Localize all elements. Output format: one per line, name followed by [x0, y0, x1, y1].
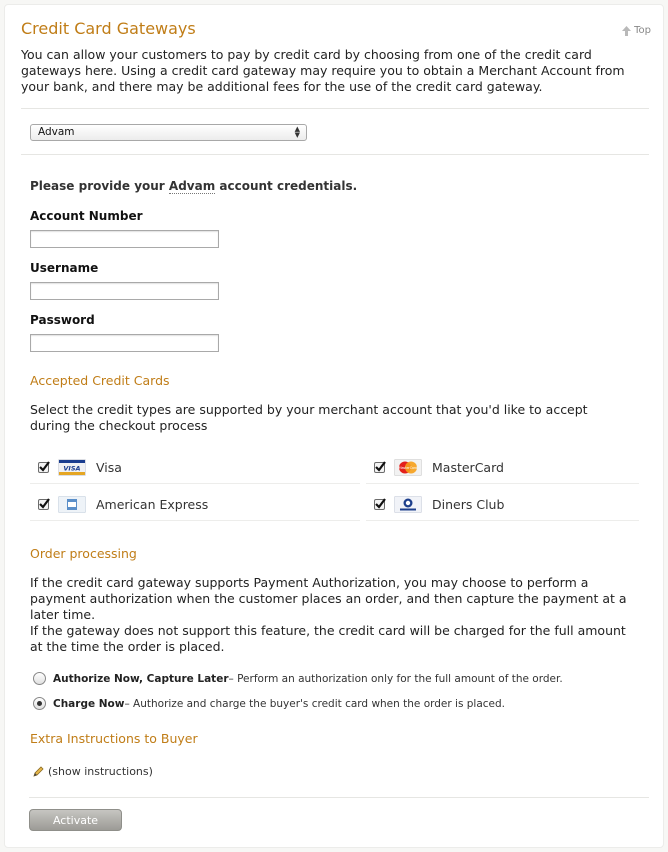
- card-row-visa: [30, 451, 360, 484]
- accepted-cards-title: Accepted Credit Cards: [30, 373, 170, 388]
- credentials-prompt: [30, 179, 357, 193]
- diners-logo-icon: [394, 496, 422, 513]
- top-link[interactable]: [622, 25, 651, 36]
- gateway-select-value: Advam: [38, 126, 75, 138]
- checkmark-icon: [38, 460, 51, 473]
- intro-text: You can allow your customers to pay by credit card by choosing from one of the credit card gateways here. Using a credit card gateway may require you to obtain a Merchant Account from your bank, and there may be additional fees for the use of the credit card gateway.: [21, 47, 625, 94]
- accepted-cards-description: Select the credit types are supported by your merchant account that you'd like to accept during the checkout process: [30, 402, 588, 433]
- checkmark-icon: [374, 497, 387, 510]
- amex-checkbox[interactable]: [38, 499, 49, 510]
- updown-chevron-icon: ▲ ▼: [294, 125, 300, 139]
- svg-text:MasterCard: MasterCard: [398, 465, 418, 470]
- extra-instructions-title: Extra Instructions to Buyer: [30, 731, 198, 746]
- checkmark-icon: [38, 497, 51, 510]
- pencil-icon: [33, 766, 44, 777]
- top-link-label: Top: [634, 25, 651, 36]
- card-row-amex: [30, 488, 360, 521]
- checkmark-icon: [374, 460, 387, 473]
- show-instructions-link[interactable]: [33, 765, 153, 778]
- show-instructions-label: (show instructions): [48, 765, 153, 778]
- credit-card-gateways-panel: [4, 4, 664, 848]
- card-row-diners: [366, 488, 639, 521]
- authorize-now-radio[interactable]: [33, 672, 46, 685]
- arrow-up-icon: [622, 26, 631, 36]
- page-title: Credit Card Gateways: [21, 19, 196, 38]
- order-para-2: If the gateway does not support this feature, the credit card will be charged for the full amount at the time the order is placed.: [30, 623, 626, 654]
- radio-authorize-now[interactable]: [33, 672, 563, 685]
- divider: [21, 108, 649, 109]
- authorize-now-label: Authorize Now, Capture Later: [53, 672, 229, 685]
- charge-now-radio[interactable]: [33, 697, 46, 710]
- diners-label: Diners Club: [432, 496, 505, 512]
- credentials-gateway-name: Advam: [168, 179, 216, 193]
- charge-now-desc: – Authorize and charge the buyer's credit card when the order is placed.: [124, 697, 506, 710]
- credentials-prompt-before: Please provide your: [30, 179, 169, 193]
- svg-text:VISA: VISA: [63, 464, 81, 472]
- activate-button[interactable]: Activate: [29, 809, 122, 831]
- account-number-field[interactable]: [30, 230, 219, 248]
- radio-charge-now[interactable]: [33, 697, 505, 710]
- order-para-1: If the credit card gateway supports Payment Authorization, you may choose to perform a payment authorization when the customer places an order, and then capture the payment at a later time.: [30, 575, 627, 622]
- mastercard-checkbox[interactable]: [374, 462, 385, 473]
- mastercard-logo-icon: [394, 459, 422, 476]
- visa-checkbox[interactable]: [38, 462, 49, 473]
- charge-now-label: Charge Now: [53, 697, 125, 710]
- diners-checkbox[interactable]: [374, 499, 385, 510]
- mastercard-label: MasterCard: [432, 459, 504, 475]
- divider: [29, 797, 649, 798]
- authorize-now-desc: – Perform an authorization only for the full amount of the order.: [228, 672, 563, 685]
- credentials-prompt-after: account credentials.: [215, 179, 358, 193]
- order-processing-title: Order processing: [30, 546, 137, 561]
- username-field[interactable]: [30, 282, 219, 300]
- amex-logo-icon: [58, 496, 86, 513]
- card-row-mastercard: [366, 451, 639, 484]
- visa-label: Visa: [96, 459, 122, 475]
- amex-label: American Express: [96, 496, 209, 512]
- divider: [21, 154, 649, 155]
- visa-logo-icon: [58, 459, 86, 476]
- gateway-select[interactable]: [30, 124, 307, 141]
- password-label: Password: [30, 313, 95, 327]
- username-label: Username: [30, 261, 99, 275]
- password-field[interactable]: [30, 334, 219, 352]
- account-number-label: Account Number: [30, 209, 143, 223]
